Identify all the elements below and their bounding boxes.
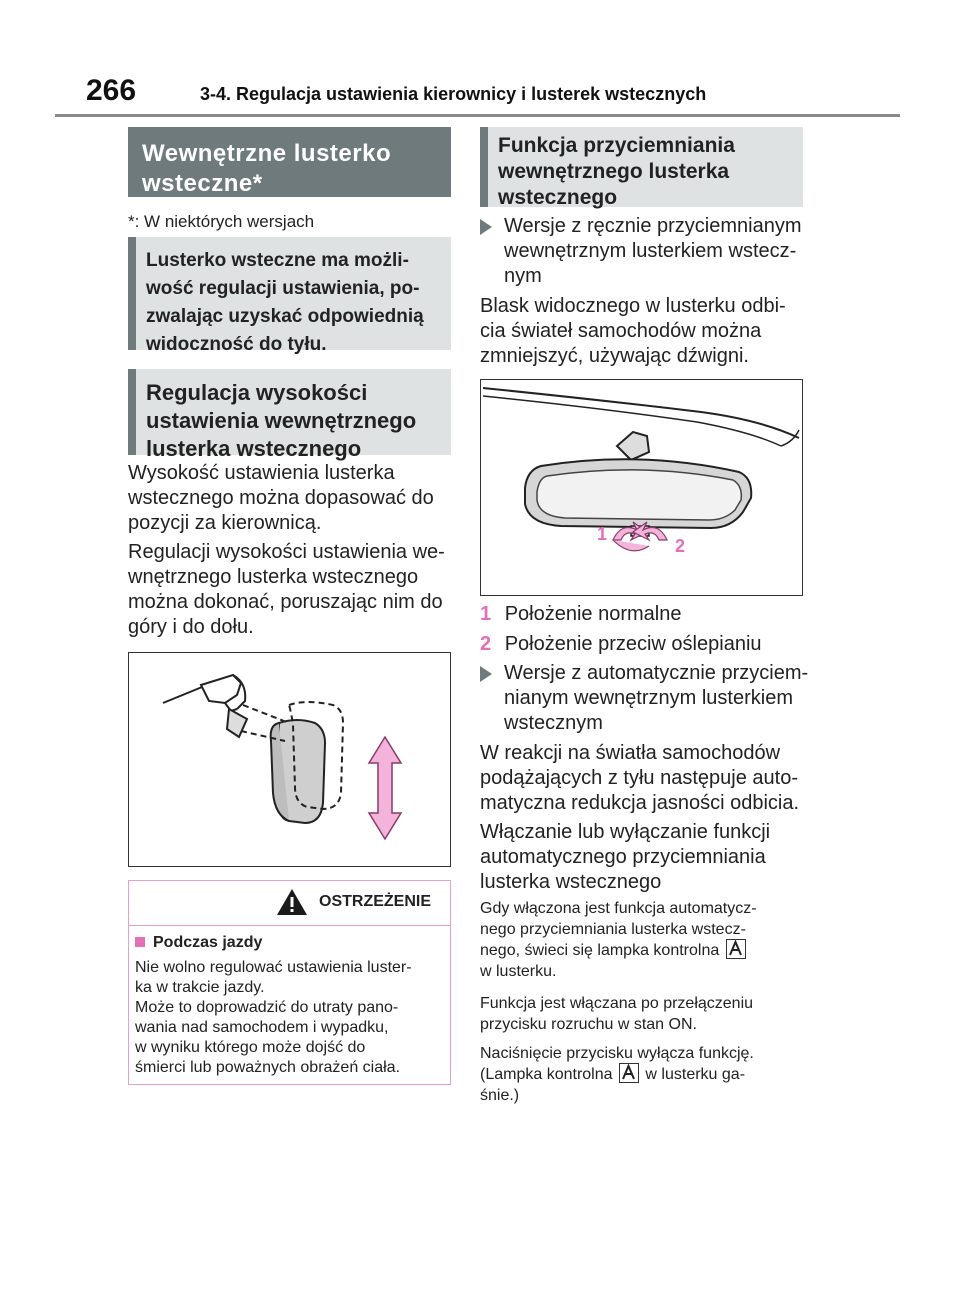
text-fragment: (Lampka kontrolna <box>480 1066 613 1083</box>
legend-item <box>480 632 810 657</box>
intro-line: zwalając uzyskać odpowiednią <box>146 306 424 327</box>
text-line: Nie wolno regulować ustawienia luster- <box>135 959 412 976</box>
text-line: wnętrznego lusterka wstecznego <box>128 566 419 588</box>
mirror-height-figure <box>128 652 451 867</box>
height-paragraph-1 <box>128 461 458 536</box>
warning-subheading-text: Podczas jazdy <box>153 934 263 951</box>
text-line: śmierci lub poważnych obrażeń ciała. <box>135 1059 401 1076</box>
dimming-heading-line: Funkcja przyciemniania <box>498 134 735 157</box>
dimming-heading-line: wstecznego <box>498 186 618 209</box>
text-line-with-icon <box>480 1064 810 1085</box>
text-line: w lusterku. <box>480 963 557 980</box>
footnote: *: W niektórych wersjach <box>128 212 315 231</box>
pink-square-icon <box>135 937 145 947</box>
text-line: lusterka wstecznego <box>480 871 662 893</box>
figure-legend <box>480 602 810 657</box>
text-line: Wysokość ustawienia lusterka <box>128 462 395 484</box>
text-line: podążających z tyłu następuje auto- <box>480 767 798 789</box>
legend-number: 2 <box>480 633 492 655</box>
text-line: cia świateł samochodów można <box>480 320 762 342</box>
warning-subheading <box>135 934 444 952</box>
warning-body <box>129 926 450 1078</box>
header-divider <box>55 114 900 117</box>
text-line: pozycji za kierownicą. <box>128 512 322 534</box>
bullet-arrow-icon <box>480 219 492 235</box>
legend-number: 1 <box>480 603 492 625</box>
text-line: Funkcja jest włączana po przełączeniu <box>480 995 754 1012</box>
legend-text: Położenie normalne <box>504 603 682 625</box>
text-line: śnie.) <box>480 1087 520 1104</box>
warning-text <box>135 958 444 1078</box>
text-line: przycisku rozruchu w stan ON. <box>480 1016 697 1033</box>
indicator-note-3 <box>480 1043 810 1106</box>
intro-line: Lusterko wsteczne ma możli- <box>146 250 409 271</box>
section-title: 3-4. Regulacja ustawienia kierownicy i lusterek wstecznych <box>200 84 707 104</box>
dimming-lever-figure <box>480 379 803 596</box>
figure-label-2: 2 <box>675 536 686 556</box>
dimming-heading-line: wewnętrznego lusterka <box>498 160 730 183</box>
dimming-lever-illustration <box>481 380 802 595</box>
bullet-arrow-icon <box>480 666 492 682</box>
text-line-with-icon <box>480 940 810 961</box>
automatic-paragraph <box>480 741 810 816</box>
legend-text: Położenie przeciw oślepianiu <box>504 633 762 655</box>
legend-item <box>480 602 810 627</box>
text-line: matyczna redukcja jasności odbicia. <box>480 792 800 814</box>
text-line: Naciśnięcie przycisku wyłącza funkcję. <box>480 1045 754 1062</box>
text-line: Gdy włączona jest funkcja automatycz- <box>480 900 757 917</box>
text-line: można dokonać, poruszając nim do <box>128 591 443 613</box>
text-line: W reakcji na światła samochodów <box>480 742 781 764</box>
height-heading-line: Regulacja wysokości <box>146 380 368 405</box>
text-line: Wersje z automatycznie przyciem- <box>504 662 809 684</box>
height-heading <box>128 369 451 461</box>
text-line: Może to doprowadzić do utraty pano- <box>135 999 399 1016</box>
text-line: automatycznego przyciemniania <box>480 846 766 868</box>
text-line: nego przyciemniania lusterka wstecz- <box>480 921 746 938</box>
height-heading-line: lusterka wstecznego <box>146 436 362 461</box>
indicator-note-1 <box>480 898 810 982</box>
text-line: ka w trakcie jazdy. <box>135 979 265 996</box>
main-heading <box>128 127 451 197</box>
text-line: wstecznym <box>504 712 603 734</box>
warning-triangle-icon <box>275 887 309 922</box>
text-line: Blask widocznego w lusterku odbi- <box>480 295 786 317</box>
figure-label-1: 1 <box>597 524 608 544</box>
text-line: Regulacji wysokości ustawienia we- <box>128 541 445 563</box>
warning-header <box>129 881 450 926</box>
text-line: wstecznego można dopasować do <box>128 487 434 509</box>
text-line: wewnętrznym lusterkiem wstecz- <box>504 240 797 262</box>
manual-version-bullet <box>480 214 834 289</box>
text-line: Włączanie lub wyłączanie funkcji <box>480 821 771 843</box>
text-line: nianym wewnętrznym lusterkiem <box>504 687 793 709</box>
mirror-height-illustration <box>129 653 450 866</box>
toggle-paragraph <box>480 820 810 895</box>
text-line: Wersje z ręcznie przyciemnianym <box>504 215 802 237</box>
main-heading-line: wsteczne* <box>142 170 263 197</box>
automatic-version-bullet <box>480 661 834 736</box>
main-heading-line: Wewnętrzne lusterko <box>142 140 392 167</box>
text-fragment: w lusterku ga- <box>645 1066 746 1083</box>
text-fragment: nego, świeci się lampka kontrolna <box>480 942 720 959</box>
indicator-note-2 <box>480 993 810 1035</box>
intro-box <box>128 237 451 355</box>
intro-line: wość regulacji ustawienia, po- <box>146 278 420 299</box>
page-number: 266 <box>86 74 137 107</box>
dimming-heading <box>480 127 803 207</box>
warning-box <box>128 880 451 1085</box>
text-line: góry i do dołu. <box>128 616 254 638</box>
auto-dimming-indicator-icon <box>619 1063 639 1083</box>
warning-title: OSTRZEŻENIE <box>319 893 432 910</box>
text-line: wania nad samochodem i wypadku, <box>135 1019 389 1036</box>
text-line: w wyniku którego może dojść do <box>135 1039 366 1056</box>
height-paragraph-2 <box>128 540 458 640</box>
text-line: nym <box>504 265 542 287</box>
auto-dimming-indicator-icon <box>726 939 746 959</box>
manual-paragraph <box>480 294 810 369</box>
intro-line: widoczność do tyłu. <box>146 334 327 355</box>
height-heading-line: ustawienia wewnętrznego <box>146 408 417 433</box>
text-line: zmniejszyć, używając dźwigni. <box>480 345 749 367</box>
